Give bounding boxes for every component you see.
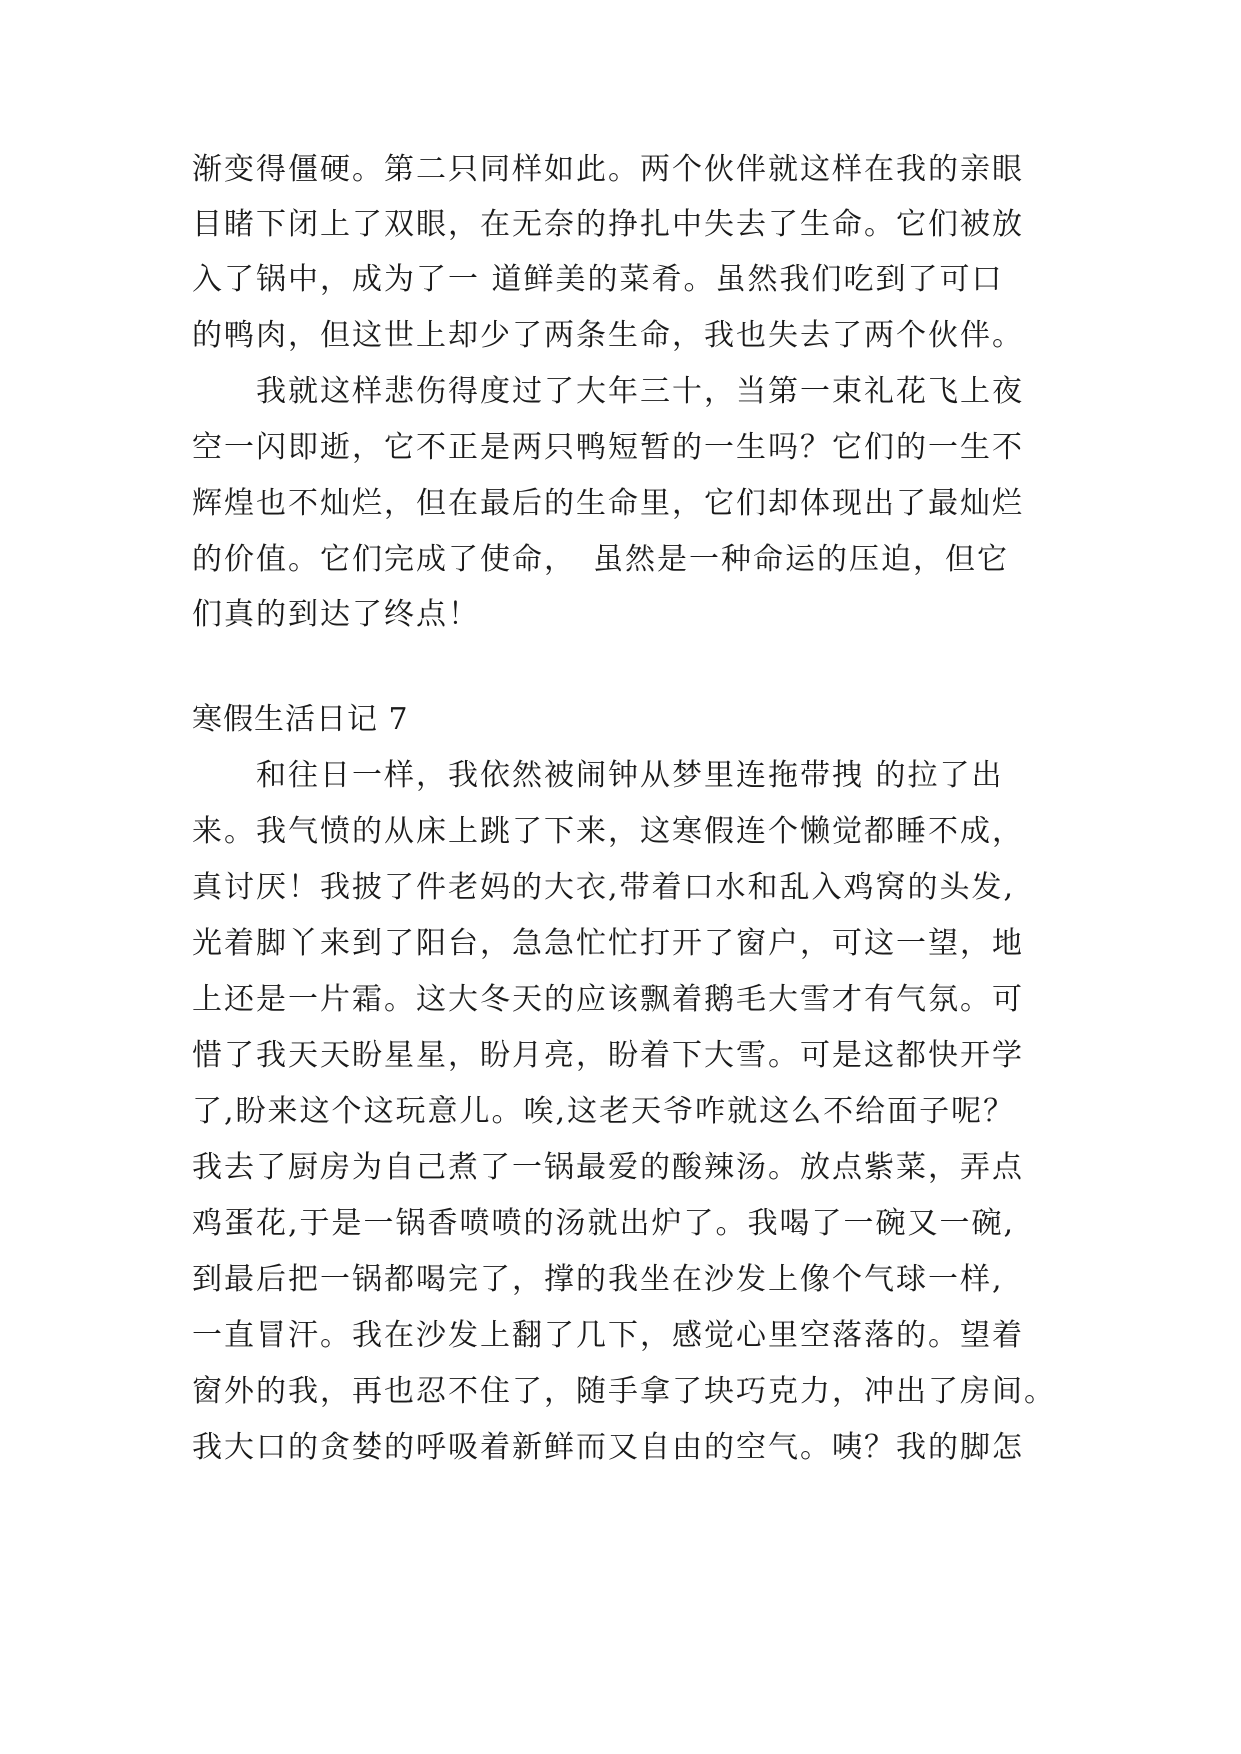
text-line: 渐变得僵硬。第二只同样如此。两个伙伴就这样在我的亲眼 xyxy=(192,152,1024,187)
text-line: 空一闪即逝，它不正是两只鸭短暂的一生吗？它们的一生不 xyxy=(192,430,1024,465)
text-line: 上还是一片霜。这大冬天的应该飘着鹅毛大雪才有气氛。可 xyxy=(192,982,1024,1017)
text-line: 的鸭肉，但这世上却少了两条生命，我也失去了两个伙伴。 xyxy=(192,318,1024,353)
text-line: 一直冒汗。我在沙发上翻了几下，感觉心里空落落的。望着 xyxy=(192,1318,1024,1353)
text-line: 惜了我天天盼星星，盼月亮，盼着下大雪。可是这都快开学 xyxy=(192,1038,1024,1073)
text-line: 来。我气愤的从床上跳了下来，这寒假连个懒觉都睡不成， xyxy=(192,814,1024,849)
text-line: 我就这样悲伤得度过了大年三十，当第一束礼花飞上夜 xyxy=(192,374,1024,409)
text-line: 目睹下闭上了双眼，在无奈的挣扎中失去了生命。它们被放 xyxy=(192,207,1024,242)
text-line: 们真的到达了终点！ xyxy=(192,597,480,632)
text-line: 入了锅中，成为了一 道鲜美的菜肴。虽然我们吃到了可口 xyxy=(192,262,1004,297)
text-line: 的价值。它们完成了使命， 虽然是一种命运的压迫，但它 xyxy=(192,542,1009,577)
text-line: 到最后把一锅都喝完了，撑的我坐在沙发上像个气球一样, xyxy=(192,1262,1004,1297)
text-line: 了,盼来这个这玩意儿。唉,这老天爷咋就这么不给面子呢？ xyxy=(192,1094,1016,1129)
section-title: 寒假生活日记 7 xyxy=(192,702,409,737)
text-line: 我大口的贪婪的呼吸着新鲜而又自由的空气。咦？我的脚怎 xyxy=(192,1430,1024,1465)
text-line: 光着脚丫来到了阳台，急急忙忙打开了窗户，可这一望，地 xyxy=(192,926,1024,961)
text-line: 窗外的我，再也忍不住了，随手拿了块巧克力，冲出了房间。 xyxy=(192,1374,1056,1409)
text-line: 真讨厌！我披了件老妈的大衣,带着口水和乱入鸡窝的头发, xyxy=(192,870,1016,905)
text-line: 辉煌也不灿烂，但在最后的生命里，它们却体现出了最灿烂 xyxy=(192,486,1024,521)
text-line: 鸡蛋花,于是一锅香喷喷的汤就出炉了。我喝了一碗又一碗, xyxy=(192,1206,1016,1241)
text-line: 我去了厨房为自己煮了一锅最爱的酸辣汤。放点紫菜，弄点 xyxy=(192,1150,1024,1185)
text-line: 和往日一样，我依然被闹钟从梦里连拖带拽 的拉了出 xyxy=(192,758,1004,793)
